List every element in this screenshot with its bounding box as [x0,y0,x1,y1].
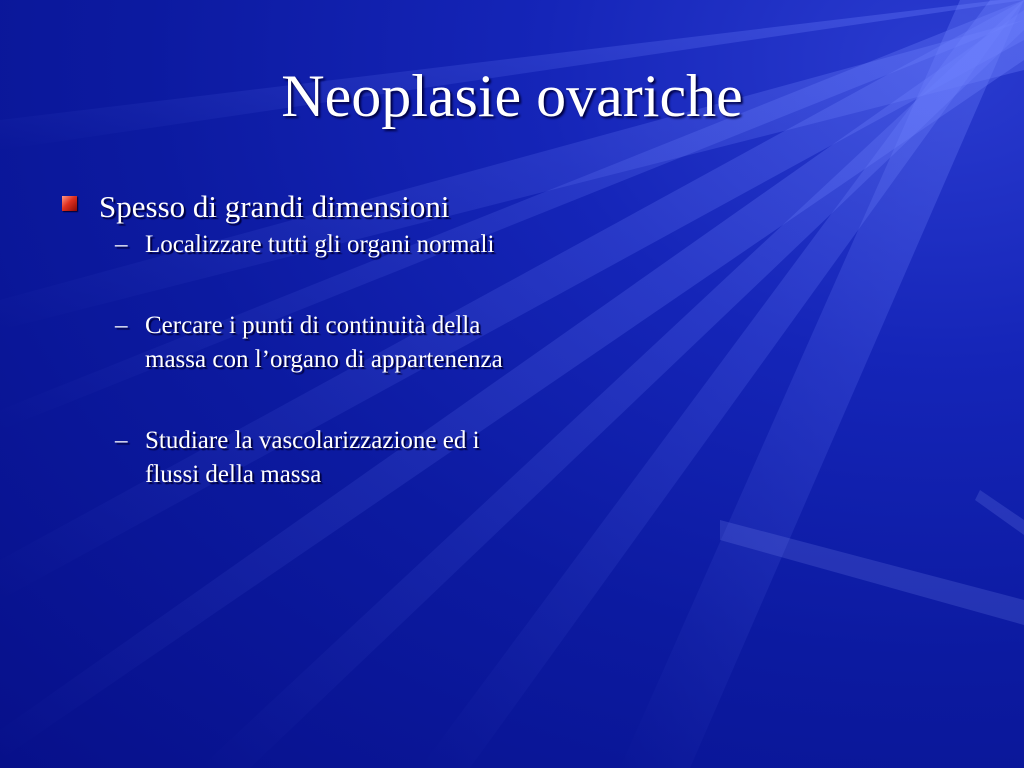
slide-title: Neoplasie ovariche [281,63,743,129]
square-bullet-icon [62,196,77,211]
dash-bullet-marker: – [115,427,128,454]
sub-bullet-text: Studiare la vascolarizzazione ed i flussi della massa [145,427,480,488]
sub-bullet-item [115,424,522,492]
sub-bullet-text: Localizzare tutti gli organi normali [145,231,495,258]
dash-bullet-marker: – [115,231,128,258]
sub-bullet-item [115,309,522,377]
sub-bullet-text: Cercare i punti di continuità della massa con l’organo di appartenenza [145,312,503,373]
bullet-item [62,188,522,226]
slide-content [62,188,522,492]
bullet-text: Spesso di grandi dimensioni [99,189,450,224]
sub-bullet-item [115,228,522,262]
dash-bullet-marker: – [115,312,128,339]
